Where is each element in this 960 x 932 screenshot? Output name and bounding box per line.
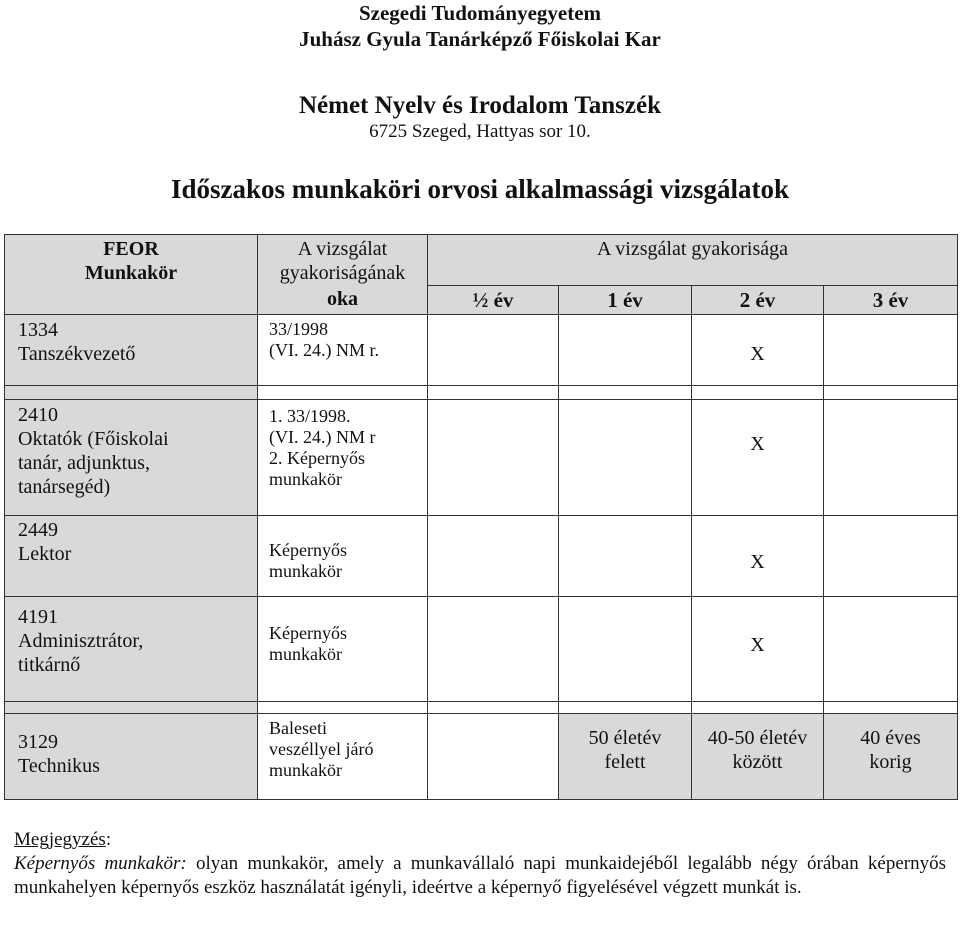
- freq-cell-2-year: [692, 314, 824, 385]
- job-name: tanársegéd): [18, 475, 111, 498]
- header-freq-3-year: 3 év: [824, 285, 958, 314]
- header-feor-line2: Munkakör: [84, 262, 178, 284]
- row-separator: [258, 701, 428, 713]
- reason-line: Képernyős: [269, 539, 347, 560]
- job-name: Oktatók (Főiskolai: [18, 427, 169, 450]
- reason-line: munkakör: [269, 643, 342, 664]
- freq-cell-3-year: [824, 399, 958, 515]
- reason-cell: [258, 596, 428, 701]
- note-body: [14, 852, 946, 900]
- table-row: [5, 515, 958, 596]
- frequency-condition: 40 éves: [860, 726, 921, 749]
- header-frequency-label: A vizsgálat gyakorisága: [596, 238, 789, 260]
- job-code: 1334: [18, 318, 58, 341]
- note-title: Megjegyzés: [14, 829, 106, 850]
- reason-line: munkakör: [269, 759, 342, 780]
- freq-cell-2-year: [692, 713, 824, 799]
- frequency-condition: 40-50 életév: [707, 726, 808, 749]
- freq-cell-2-year: [692, 596, 824, 701]
- header-reason-oka: [258, 285, 428, 314]
- reason-line: 2. Képernyős: [269, 447, 365, 468]
- exam-schedule-table: [4, 234, 958, 800]
- row-separator: [559, 701, 692, 713]
- reason-cell: [258, 399, 428, 515]
- freq-cell-3-year: [824, 314, 958, 385]
- row-separator: [5, 385, 258, 399]
- note-colon: :: [105, 829, 112, 850]
- freq-cell-half-year: [428, 515, 559, 596]
- row-separator: [559, 385, 692, 399]
- frequency-mark: X: [750, 432, 765, 455]
- freq-cell-2-year: [692, 399, 824, 515]
- reason-line: (VI. 24.) NM r: [269, 426, 376, 447]
- table-row: [5, 314, 958, 385]
- freq-cell-3-year: [824, 713, 958, 799]
- note-text: olyan munkakör, amely a munkavállaló napi munkaidejéből legalább négy órában képernyős munkahelyen képernyős eszköz használatát igényli, ideértve a képernyő figyelésével végzett munkát is.: [14, 853, 946, 898]
- row-separator: [428, 701, 559, 713]
- frequency-mark: X: [750, 550, 765, 573]
- header-reason-line3: oka: [326, 288, 359, 311]
- job-name: Lektor: [18, 542, 72, 565]
- job-name: titkárnő: [18, 653, 81, 676]
- row-separator: [692, 385, 824, 399]
- job-name: Tanszékvezető: [18, 342, 136, 365]
- freq-cell-half-year: [428, 713, 559, 799]
- reason-cell: [258, 515, 428, 596]
- job-cell: [5, 314, 258, 385]
- department-name: Német Nyelv és Irodalom Tanszék: [298, 92, 662, 119]
- header-freq-2-year: 2 év: [692, 285, 824, 314]
- frequency-condition: korig: [869, 750, 912, 773]
- header-freq-half-year: ½ év: [428, 285, 559, 314]
- note-section: [14, 828, 946, 900]
- job-cell: [5, 713, 258, 799]
- freq-cell-half-year: [428, 314, 559, 385]
- job-code: 2449: [18, 518, 58, 541]
- reason-line: Képernyős: [269, 622, 347, 643]
- frequency-mark: X: [750, 342, 765, 365]
- reason-line: Baleseti: [269, 717, 327, 738]
- freq-cell-1-year: [559, 399, 692, 515]
- job-name: Adminisztrátor,: [18, 629, 144, 652]
- reason-line: 33/1998: [269, 318, 329, 339]
- header-feor-spacer: [5, 285, 258, 314]
- table-row: [5, 596, 958, 701]
- job-name: tanár, adjunktus,: [18, 451, 150, 474]
- freq-cell-half-year: [428, 596, 559, 701]
- freq-cell-3-year: [824, 596, 958, 701]
- job-code: 4191: [18, 605, 58, 628]
- freq-cell-1-year: [559, 314, 692, 385]
- table-row: [5, 399, 958, 515]
- freq-cell-2-year: [692, 515, 824, 596]
- row-separator: [5, 701, 258, 713]
- header-feor: [5, 235, 258, 286]
- freq-cell-half-year: [428, 399, 559, 515]
- reason-cell: [258, 713, 428, 799]
- header-reason-line1: A vizsgálat: [297, 238, 388, 260]
- frequency-condition: 50 életév: [588, 726, 662, 749]
- row-separator: [258, 385, 428, 399]
- faculty-name: Juhász Gyula Tanárképző Főiskolai Kar: [299, 27, 661, 51]
- job-cell: [5, 596, 258, 701]
- row-separator: [824, 701, 958, 713]
- row-separator: [428, 385, 559, 399]
- job-name: Technikus: [18, 754, 100, 777]
- reason-cell: [258, 314, 428, 385]
- note-heading: [14, 828, 946, 852]
- header-reason-line2: gyakoriságának: [279, 262, 406, 284]
- header-feor-line1: FEOR: [103, 238, 159, 260]
- frequency-condition: felett: [604, 750, 646, 773]
- document-title: Időszakos munkaköri orvosi alkalmassági vizsgálatok: [170, 174, 790, 204]
- row-separator: [824, 385, 958, 399]
- header-reason: [258, 235, 428, 286]
- row-separator: [692, 701, 824, 713]
- header-frequency: [428, 235, 958, 286]
- reason-line: 1. 33/1998.: [269, 405, 351, 426]
- freq-cell-1-year: [559, 515, 692, 596]
- university-name: Szegedi Tudományegyetem: [358, 1, 602, 25]
- job-code: 2410: [18, 403, 58, 426]
- frequency-mark: X: [750, 633, 765, 656]
- header-freq-1-year: 1 év: [559, 285, 692, 314]
- department-address: 6725 Szeged, Hattyas sor 10.: [369, 121, 591, 142]
- freq-cell-1-year: [559, 596, 692, 701]
- reason-line: (VI. 24.) NM r.: [269, 339, 379, 360]
- job-cell: [5, 399, 258, 515]
- freq-cell-3-year: [824, 515, 958, 596]
- frequency-condition: között: [732, 750, 783, 773]
- freq-cell-1-year: [559, 713, 692, 799]
- reason-line: munkakör: [269, 468, 342, 489]
- reason-line: munkakör: [269, 560, 342, 581]
- table-row: [5, 713, 958, 799]
- job-cell: [5, 515, 258, 596]
- job-code: 3129: [18, 730, 58, 753]
- note-term: Képernyős munkakör:: [14, 853, 187, 874]
- reason-line: veszéllyel járó: [269, 738, 374, 759]
